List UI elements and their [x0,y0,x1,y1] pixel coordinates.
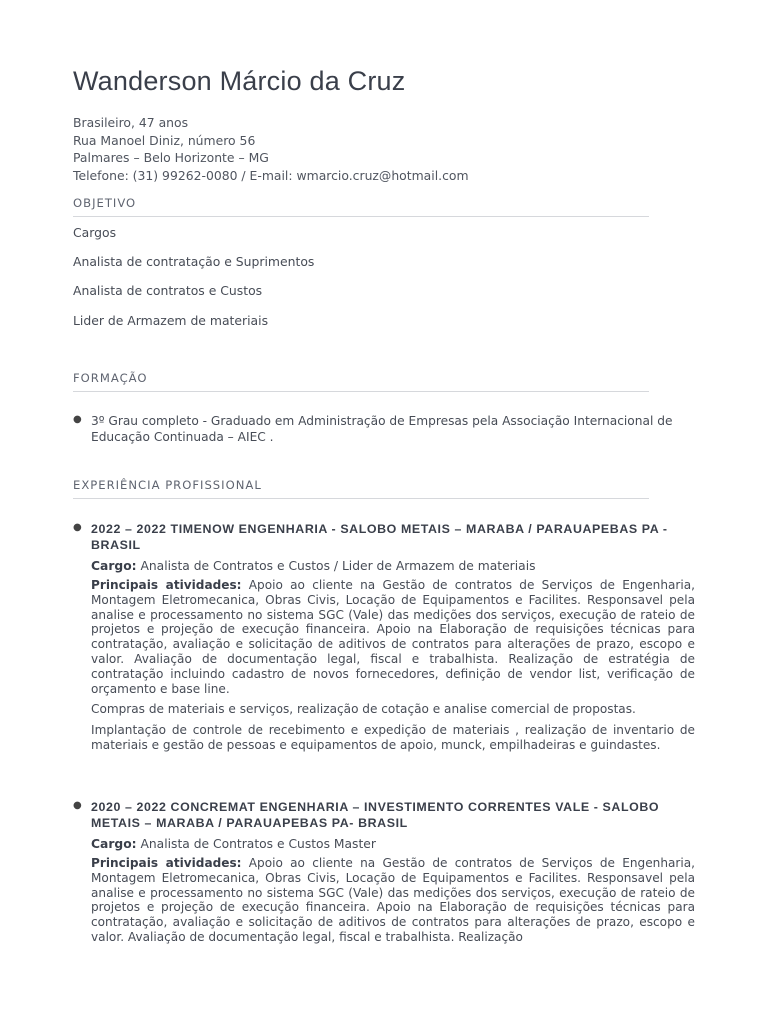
objetivo-line-1: Cargos [73,225,117,240]
job-entry-2 [73,800,695,945]
job-title: 2022 – 2022 TIMENOW ENGENHARIA - SALOBO METAIS – MARABA / PARAUAPEBAS PA - BRASIL [91,522,668,552]
formacao-item [73,414,695,445]
job-extra-paragraph: Implantação de controle de recebimento e expedição de materiais , realização de inventario de materiais e gestão de pessoas e equipamentos de apoio, munck, empilhadeiras e guindastes. [91,723,695,752]
formacao-heading: FORMAÇÃO [73,371,649,392]
cargo-value: Analista de Contratos e Custos Master [136,837,376,851]
nationality-age: Brasileiro, 47 anos [73,115,189,130]
job-entry-1 [73,522,695,753]
job-cargo [91,559,695,573]
job-extra-paragraph: Compras de materiais e serviços, realização de cotação e analise comercial de propostas. [91,702,636,717]
formacao-text: 3º Grau completo - Graduado em Administração de Empresas pela Associação Internacional de Educação Continuada – AIEC . [91,414,673,444]
objetivo-line-4: Lider de Armazem de materiais [73,313,269,328]
experiencia-heading: EXPERIÊNCIA PROFISSIONAL [73,478,649,499]
job-title: 2020 – 2022 CONCREMAT ENGENHARIA – INVESTIMENTO CORRENTES VALE - SALOBO METAIS – MARABA / PARAUAPEBAS PA- BRASIL [91,800,660,830]
bullet-icon: ● [73,414,82,425]
activities-text: Apoio ao cliente na Gestão de contratos de Serviços de Engenharia, Montagem Eletromecanica, Obras Civis, Locação de Equipamentos e Facilites. Responsavel pela analise e processamento no sistema SGC (Vale) das medições dos serviços, execução de rateio de projetos e projeção de execução financeira. Apoio na Elaboração de requisições técnicas para contratação, avaliação e solicitação de aditivos de contratos para alterações de prazo, escopo e valor. Avaliação de documentação legal, fiscal e trabalhista. Realização [91,856,695,944]
city-address: Palmares – Belo Horizonte – MG [73,150,269,165]
objetivo-heading: OBJETIVO [73,196,649,217]
objetivo-line-3: Analista de contratos e Custos [73,283,263,298]
phone-email: Telefone: (31) 99262-0080 / E-mail: wmarcio.cruz@hotmail.com [73,167,469,183]
bullet-icon: ● [73,522,82,533]
activities-label: Principais atividades: [91,856,242,870]
street-address: Rua Manoel Diniz, número 56 [73,132,256,148]
candidate-name: Wanderson Márcio da Cruz [73,66,406,96]
activities-label: Principais atividades: [91,578,242,592]
cargo-label: Cargo: [91,837,137,851]
cargo-label: Cargo: [91,559,137,573]
job-cargo [91,837,695,851]
job-activities [91,856,695,945]
activities-text: Apoio ao cliente na Gestão de contratos de Serviços de Engenharia, Montagem Eletromecanica, Obras Civis, Locação de Equipamentos e Facilites. Responsavel pela analise e processamento no sistema SGC (Vale) das medições dos serviços, execução de rateio de projetos e projeção de execução financeira. Apoio na Elaboração de requisições técnicas para contratação, avaliação e solicitação de aditivos de contratos para alterações de prazo, escopo e valor. Avaliação de documentação legal, fiscal e trabalhista. Realização de estratégia de contratação incluindo cadastro de novos fornecedores, definição de vendor list, verificação de orçamento e base line. [91,578,695,696]
bullet-icon: ● [73,800,82,811]
cargo-value: Analista de Contratos e Custos / Lider de Armazem de materiais [136,559,536,573]
job-activities [91,578,695,696]
objetivo-line-2: Analista de contratação e Suprimentos [73,254,315,269]
contact-block [73,114,469,184]
